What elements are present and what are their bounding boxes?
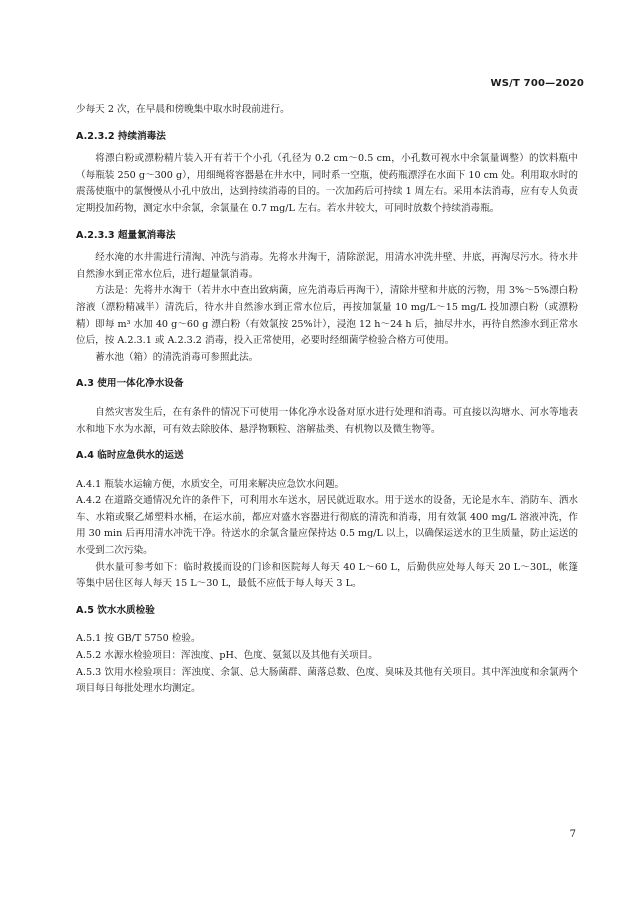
paragraph-a52: A.5.2 水源水检验项目：浑浊度、pH、色度、氨氮以及其他有关项目。 [76,650,378,662]
document-body [76,102,578,698]
section-heading-a4: A.4 临时应急供水的运送 [76,450,184,462]
paragraph-a42: A.4.2 在道路交通情况允许的条件下，可利用水车送水，居民就近取水。用于送水的设备，无论是水车、消防车、洒水车、水箱或聚乙烯塑料水桶，在运水前，都应对盛水容器进行彻底的清洗和消毒，用有效氯 400 mg/L 溶液冲洗，作用 30 min 后再用清水冲洗干净。待送水的余氯含量应保持达 0.5 mg/L 以上，以确保运送水的卫生质量，防止运送的水受到二次污染。 [76,495,578,557]
paragraph-continuation: 少每天 2 次，在早晨和傍晚集中取水时段前进行。 [76,104,290,115]
section-heading-a232: A.2.3.2 持续消毒法 [76,130,166,142]
paragraph-well-cleaning: 经水淹的水井需进行清淘、冲洗与消毒。先将水井淘干，清除淤泥，用清水冲洗井壁、井底，再淘尽污水。待水井自然渗水到正常水位后，进行超量氯消毒。 [76,252,578,280]
section-heading-a233: A.2.3.3 超量氯消毒法 [76,229,176,241]
paragraph-a51: A.5.1 按 GB/T 5750 检验。 [76,633,201,645]
paragraph-method: 方法是：先将井水淘干（若井水中查出致病菌，应先消毒后再淘干），清除井壁和井底的污物，用 3%～5%漂白粉溶液（漂粉精减半）清洗后，待水井自然渗水到正常水位后，再按加氯量 10 mg/L～15 mg/L 投加漂白粉（或漂粉精）即每 m³ 水加 40 g～60 g 漂白粉（有效氯按 25%计），浸泡 12 h～24 h 后，抽尽井水，再待自然渗水到正常水位后，按 A.2.3.1 或 A.2.3.2 消毒，投入正常使用，必要时经细菌学检验合格方可使用。 [76,285,578,347]
paragraph-a41: A.4.1 瓶装水运输方便，水质安全，可用来解决应急饮水问题。 [76,478,345,490]
section-heading-a5: A.5 饮水水质检验 [76,604,155,616]
section-heading-a3: A.3 使用一体化净水设备 [76,378,184,390]
paragraph-supply-volume: 供水量可参考如下：临时救援而设的门诊和医院每人每天 40 L～60 L，后勤供应处每人每天 20 L～30L，帐篷等集中居住区每人每天 15 L～30 L，最低不应低于每人每天 3 L。 [76,561,578,590]
standard-code: WS/T 700—2020 [490,78,584,89]
paragraph-a53: A.5.3 饮用水检验项目：浑浊度、余氯、总大肠菌群、菌落总数、色度、臭味及其他有关项目。其中浑浊度和余氯两个项目每日每批处理水均测定。 [76,666,578,695]
paragraph-continuous-disinfection: 将漂白粉或漂粉精片装入开有若干个小孔（孔径为 0.2 cm～0.5 cm，小孔数可视水中余氯量调整）的饮料瓶中（每瓶装 250 g～300 g），用细绳将容器悬在井水中，同时系一空瓶，使药瓶漂浮在水面下 10 cm 处。利用取水时的震荡使瓶中的氯慢慢从小孔中放出，达到持续消毒的目的。一次加药后可持续 1 周左右。采用本法消毒，应有专人负责定期投加药物，测定水中余氯，余氯量在 0.7 mg/L 左右。若水井较大，可同时放数个持续消毒瓶。 [76,153,578,214]
page-number: 7 [569,829,576,840]
paragraph-reservoir: 蓄水池（箱）的清洗消毒可参照此法。 [95,351,259,363]
paragraph-integrated-equipment: 自然灾害发生后，在有条件的情况下可使用一体化净水设备对原水进行处理和消毒。可直接以沟塘水、河水等地表水和地下水为水源，可有效去除胶体、悬浮物颗粒、溶解盐类、有机物以及微生物等。 [76,406,578,435]
